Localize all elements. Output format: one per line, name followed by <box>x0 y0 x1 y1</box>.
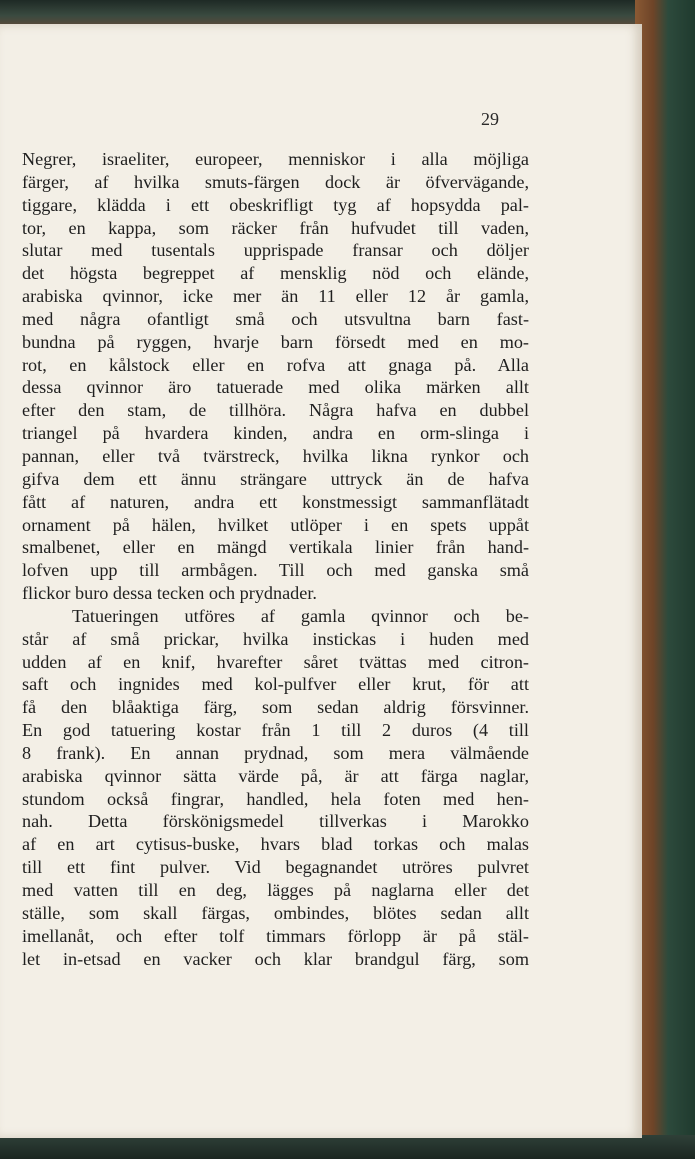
text-line: fått af naturen, andra ett konstmessigt sammanflätadt <box>22 491 529 512</box>
text-line: lofven upp till armbågen. Till och med ganska små <box>22 560 529 581</box>
book-page <box>0 24 642 1138</box>
text-line: tor, en kappa, som räcker från hufvudet till vaden, <box>22 217 529 238</box>
text-line: arabiska qvinnor sätta värde på, är att färga naglar, <box>22 765 529 786</box>
text-line: få den blåaktiga färg, som sedan aldrig försvinner. <box>22 697 529 718</box>
book-binding-edge <box>635 0 695 1159</box>
text-line: dessa qvinnor äro tatuerade med olika märken allt <box>22 377 529 398</box>
text-line: flickor buro dessa tecken och prydnader. <box>22 583 317 604</box>
text-line: färger, af hvilka smuts-färgen dock är öfvervägande, <box>22 171 529 192</box>
text-line: med några ofantligt små och utsvultna barn fast- <box>22 308 529 329</box>
text-line: smalbenet, eller en mängd vertikala linier från hand- <box>22 537 529 558</box>
text-line: arabiska qvinnor, icke mer än 11 eller 12 år gamla, <box>22 286 529 307</box>
page-number: 29 <box>481 109 499 129</box>
binding-top-edge <box>0 0 695 26</box>
text-line: stundom också fingrar, handled, hela foten med hen- <box>22 788 529 809</box>
text-line: udden af en knif, hvarefter såret tvättas med citron- <box>22 651 529 672</box>
text-line: till ett fint pulver. Vid begagnandet utröres pulvret <box>22 857 529 878</box>
text-line: saft och ingnides med kol-pulfver eller krut, för att <box>22 674 529 695</box>
text-line: triangel på hvardera kinden, andra en orm-slinga i <box>22 423 529 444</box>
text-line: slutar med tusentals upprispade fransar och döljer <box>22 240 529 261</box>
text-line: med vatten till en deg, lägges på naglarna eller det <box>22 880 529 900</box>
text-line: ställe, som skall färgas, ombindes, blötes sedan allt <box>22 902 529 923</box>
binding-bottom-edge <box>0 1135 695 1159</box>
text-line: Tatueringen utföres af gamla qvinnor och be- <box>72 605 529 626</box>
text-line: står af små prickar, hvilka instickas i huden med <box>22 628 529 649</box>
text-line: nah. Detta förskönigsmedel tillverkas i Marokko <box>22 811 529 832</box>
text-line: gifva dem ett ännu strängare uttryck än de hafva <box>22 468 529 489</box>
text-line: pannan, eller två tvärstreck, hvilka likna rynkor och <box>22 445 529 466</box>
text-line: let in-etsad en vacker och klar brandgul färg, som <box>22 948 529 969</box>
text-line: 8 frank). En annan prydnad, som mera välmående <box>22 742 529 763</box>
text-line: En god tatuering kostar från 1 till 2 duros (4 till <box>22 720 529 741</box>
text-line: af en art cytisus-buske, hvars blad torkas och malas <box>22 834 529 855</box>
text-line: bundna på ryggen, hvarje barn försedt med en mo- <box>22 331 529 352</box>
body-text <box>22 148 529 970</box>
text-line: efter den stam, de tillhöra. Några hafva en dubbel <box>22 400 529 421</box>
text-line: Negrer, israeliter, europeer, menniskor i alla möjliga <box>22 149 529 169</box>
text-line: det högsta begreppet af mensklig nöd och elände, <box>22 263 529 284</box>
text-line: rot, en kålstock eller en rofva att gnaga på. Alla <box>22 354 529 375</box>
text-line: imellanåt, och efter tolf timmars förlopp är på stäl- <box>22 925 529 946</box>
text-line: tiggare, klädda i ett obeskrifligt tyg af hopsydda pal- <box>22 194 529 215</box>
text-line: ornament på hälen, hvilket utlöper i en spets uppåt <box>22 514 529 535</box>
